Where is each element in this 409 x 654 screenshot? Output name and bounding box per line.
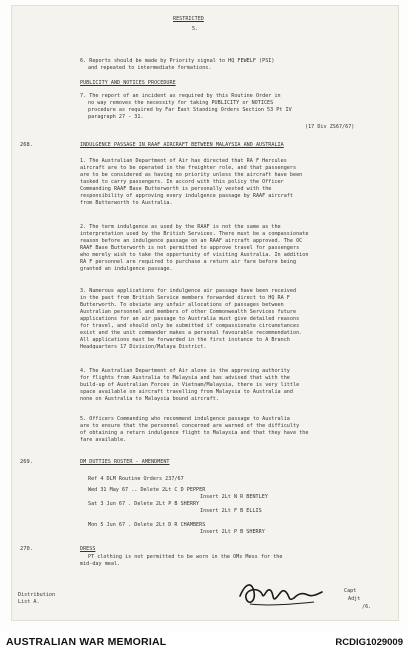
text-line-list: List A. (18, 599, 40, 605)
section-number-n268: 268. (20, 142, 33, 148)
text-line-r1: Ref 4 DLM Routine Orders 237/67 (88, 476, 184, 482)
text-line-r4: Sat 3 Jun 67 . Delete 2Lt P B SHERRY (88, 501, 200, 507)
text-line-r5: Insert 2Lt F B ELLIS (200, 508, 262, 514)
text-line-p1f: responsibility of approving every indulgence passage by RAAF aircraft (80, 193, 293, 199)
record-id: RCDIG1029009 (335, 637, 403, 648)
text-line-p4b: for flights from Australia to Malaysia and has advised that with the (80, 375, 290, 381)
text-line-p7b: no way removes the necessity for taking PUBLICITY or NOTICES (88, 100, 274, 106)
text-line-p2c: reason before an indulgence passage on an RAAF aircraft approved. The OC (80, 238, 303, 244)
text-line-r2: Wed 31 May 67 .. Delete 2Lt C D PEPPER (88, 487, 206, 493)
text-line-p3h: All applications must be forwarded in the first instance to A Branch (80, 337, 290, 343)
text-line-p1e: Commanding RAAF Base Butterworth is personally vested with the (80, 186, 272, 192)
text-line-p7d: paragraph 27 - 31. (88, 114, 144, 120)
text-line-p3b: in the past from British Service members forwarded direct to HQ RA F (80, 295, 290, 301)
text-line-s269: DM DUTTIES ROSTER - AMENDMENT (80, 459, 170, 465)
text-line-p4d: space available on aircraft travelling from Malaysia to Australia and (80, 389, 293, 395)
text-line-p6b: and repeated to intermediate formations. (88, 65, 212, 71)
text-line-p2e: who merely wish to take the opportunity of visiting Australia. In addition (80, 252, 309, 258)
text-line-r6: Mon 5 Jun 67 . Delete 2Lt D R CHAMBERS (88, 522, 206, 528)
text-line-p2d: RAAF Base Butterworth is not permitted to approve travel for passengers (80, 245, 300, 251)
text-line-r3: Insert 2Lt N R BENTLEY (200, 494, 268, 500)
text-line-p7c: procedure as required by Far East Standing Orders Section 53 Pt IV (88, 107, 292, 113)
page-number: 5. (192, 26, 199, 32)
text-line-p3e: applications for an air passage to Australia must give detailed reasons (80, 316, 300, 322)
text-line-p5a: 5. Officers Commanding who recommend indulgence passage to Australia (80, 416, 290, 422)
text-line-pg6: /6. (362, 604, 372, 610)
text-line-p1g: from Butterworth to Australia. (80, 200, 173, 206)
text-line-p3f: for travel, and should only be submitted if compassionate circumstances (80, 323, 300, 329)
text-line-p7a: 7. The report of an incident as required by this Routine Order in (80, 93, 281, 99)
text-line-p3c: Butterworth. To obviate any unfair allocations of passages between (80, 302, 284, 308)
text-line-p3g: exist and the unit commander makes a personal favourable recommendation. (80, 330, 303, 336)
text-line-p4e: none on Australia to Malaysia bound aircraft. (80, 396, 219, 402)
text-line-p2a: 2. The term indulgence as used by the RAAF is not the same as the (80, 224, 281, 230)
text-line-p1a: 1. The Australian Department of Air has directed that RA F Hercules (80, 158, 287, 164)
archive-footer (0, 632, 409, 654)
section-number-n270: 270. (20, 546, 33, 552)
text-line-p3d: Australian personnel and members of other Commonwealth Services future (80, 309, 297, 315)
text-line-p3a: 3. Numerous applications for indulgence air passage have been received (80, 288, 297, 294)
text-line-p1d: tasked to carry passengers. In accord with this policy the Officer (80, 179, 284, 185)
text-line-appt: Adjt (348, 596, 361, 602)
archive-name: AUSTRALIAN WAR MEMORIAL (6, 636, 167, 648)
text-line-pubh: PUBLICITY AND NOTICES PROCEDURE (80, 80, 176, 86)
text-line-s270: DRESS (80, 546, 96, 552)
document-page (12, 6, 398, 620)
text-line-s268: INDULGENCE PASSAGE IN RAAF AIRCRAFT BETWEEN MALAYSIA AND AUSTRALIA (80, 142, 284, 148)
text-line-p2g: granted an indulgence passage. (80, 266, 173, 272)
text-line-p1b: aircraft are to be operated in the freighter role, and that passengers (80, 165, 297, 171)
text-line-dist: Distribution (18, 592, 56, 598)
text-line-p4a: 4. The Australian Department of Air alone is the approving authority (80, 368, 290, 374)
text-line-p5d: fare available. (80, 437, 127, 443)
text-line-p4c: build-up of Australian Forces in Vietnam/Malaysia, there is very little (80, 382, 300, 388)
signature-scribble (236, 576, 326, 612)
classification-heading: RESTRICTED (173, 16, 204, 22)
text-line-d2: mid-day meal. (80, 561, 121, 567)
text-line-p5c: of obtaining a return indulgence flight to Malaysia and that they have the (80, 430, 309, 436)
text-line-ref1: (17 Div ZS67/67) (305, 124, 355, 130)
text-line-p2f: RA F personnel are required to purchase a return air fare before being (80, 259, 297, 265)
text-line-p6a: 6. Reports should be made by Priority signal to HQ FEWELF (PSI) (80, 58, 275, 64)
text-line-r7: Insert 2Lt P B SHERRY (200, 529, 265, 535)
text-line-p1c: are to be considered as having no priority unless the aircraft have been (80, 172, 303, 178)
text-line-p2b: interpretation used by the British Services. There must be a compassionate (80, 231, 309, 237)
text-line-p3i: Headquarters 17 Division/Malaya District. (80, 344, 207, 350)
section-number-n269: 269. (20, 459, 33, 465)
text-line-d1: PT clothing is not permitted to be worn in the OMs Mess for the (88, 554, 283, 560)
text-line-p5b: are to ensure that the personnel concerned are warned of the difficulty (80, 423, 300, 429)
text-line-rank: Capt (344, 588, 357, 594)
